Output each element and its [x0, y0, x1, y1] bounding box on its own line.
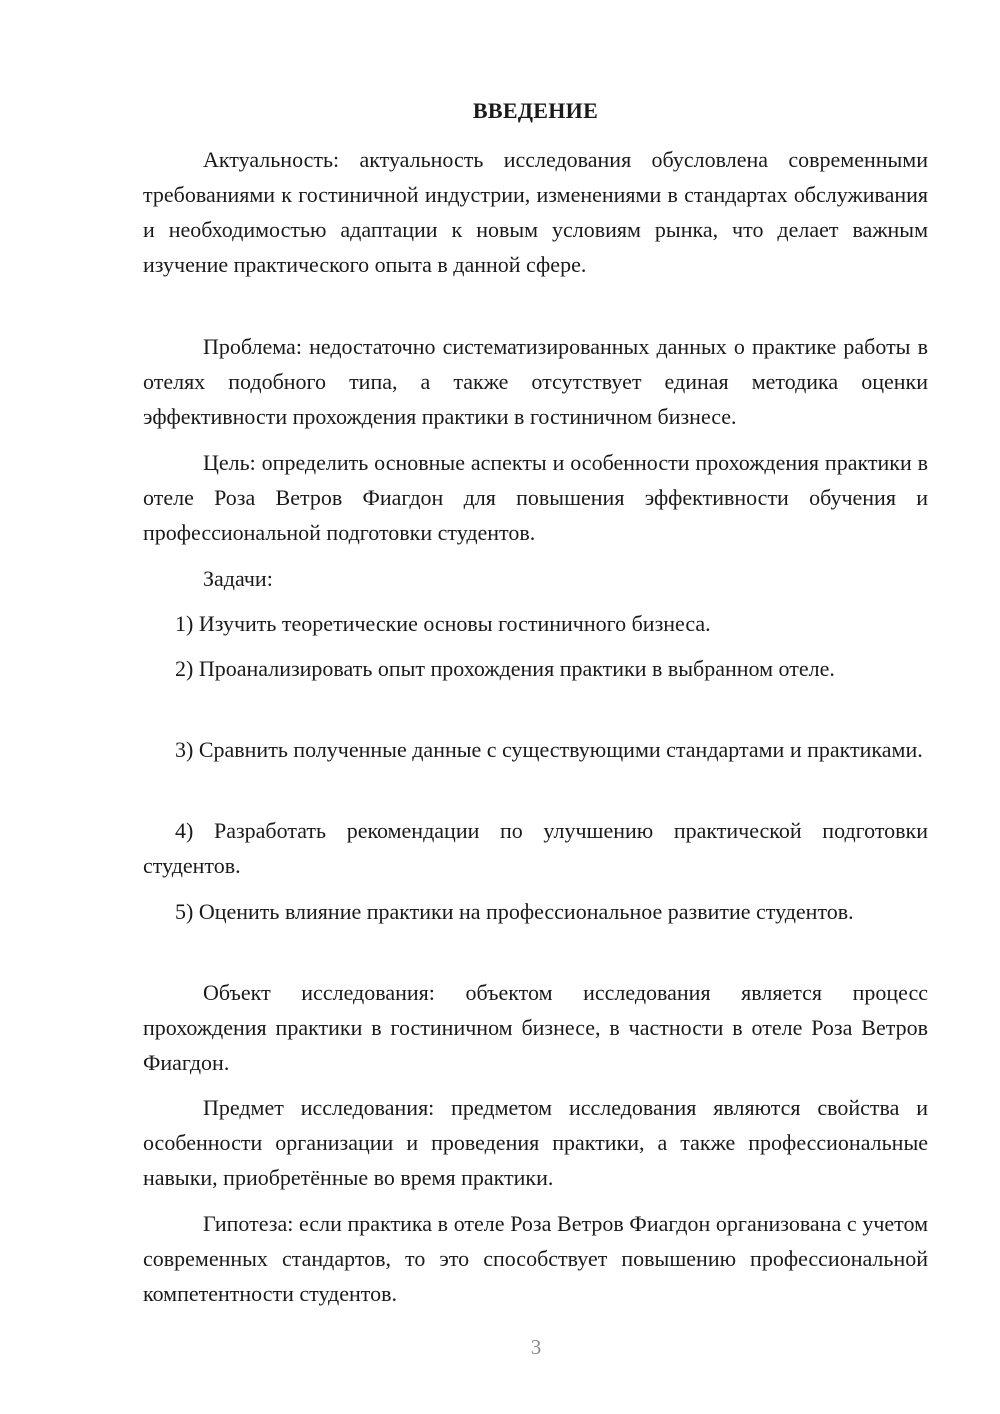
task-item-2: 2) Проанализировать опыт прохождения практики в выбранном отеле.: [175, 656, 835, 681]
task-item-1: 1) Изучить теоретические основы гостиничного бизнеса.: [175, 611, 711, 636]
paragraph-object: Объект исследования: объектом исследования является процесс прохождения практики в гостиничном бизнесе, в частности в отеле Роза Ветров Фиагдон.: [143, 980, 928, 1075]
task-item-5: 5) Оценить влияние практики на профессиональное развитие студентов.: [175, 899, 854, 924]
tasks-label: Задачи:: [203, 566, 273, 591]
paragraph-relevance: Актуальность: актуальность исследования обусловлена современными требованиями к гостиничной индустрии, изменениями в стандартах обслуживания и необходимостью адаптации к новым условиям рынка, что делает важным изучение практического опыта в данной сфере.: [143, 147, 928, 277]
task-item-3: 3) Сравнить полученные данные с существующими стандартами и практиками.: [175, 737, 923, 762]
task-item-4: 4) Разработать рекомендации по улучшению практической подготовки студентов.: [143, 818, 928, 878]
page-number: 3: [530, 1335, 542, 1359]
paragraph-subject: Предмет исследования: предметом исследования являются свойства и особенности организации и проведения практики, а также профессиональные навыки, приобретённые во время практики.: [143, 1095, 928, 1190]
paragraph-goal: Цель: определить основные аспекты и особенности прохождения практики в отеле Роза Ветров Фиагдон для повышения эффективности обучения и профессиональной подготовки студентов.: [143, 450, 928, 545]
paragraph-problem: Проблема: недостаточно систематизированных данных о практике работы в отелях подобного типа, а также отсутствует единая методика оценки эффективности прохождения практики в гостиничном бизнесе.: [143, 334, 928, 429]
paragraph-hypothesis: Гипотеза: если практика в отеле Роза Ветров Фиагдон организована с учетом современных стандартов, то это способствует повышению профессиональной компетентности студентов.: [143, 1211, 928, 1306]
section-heading: ВВЕДЕНИЕ: [472, 98, 599, 123]
